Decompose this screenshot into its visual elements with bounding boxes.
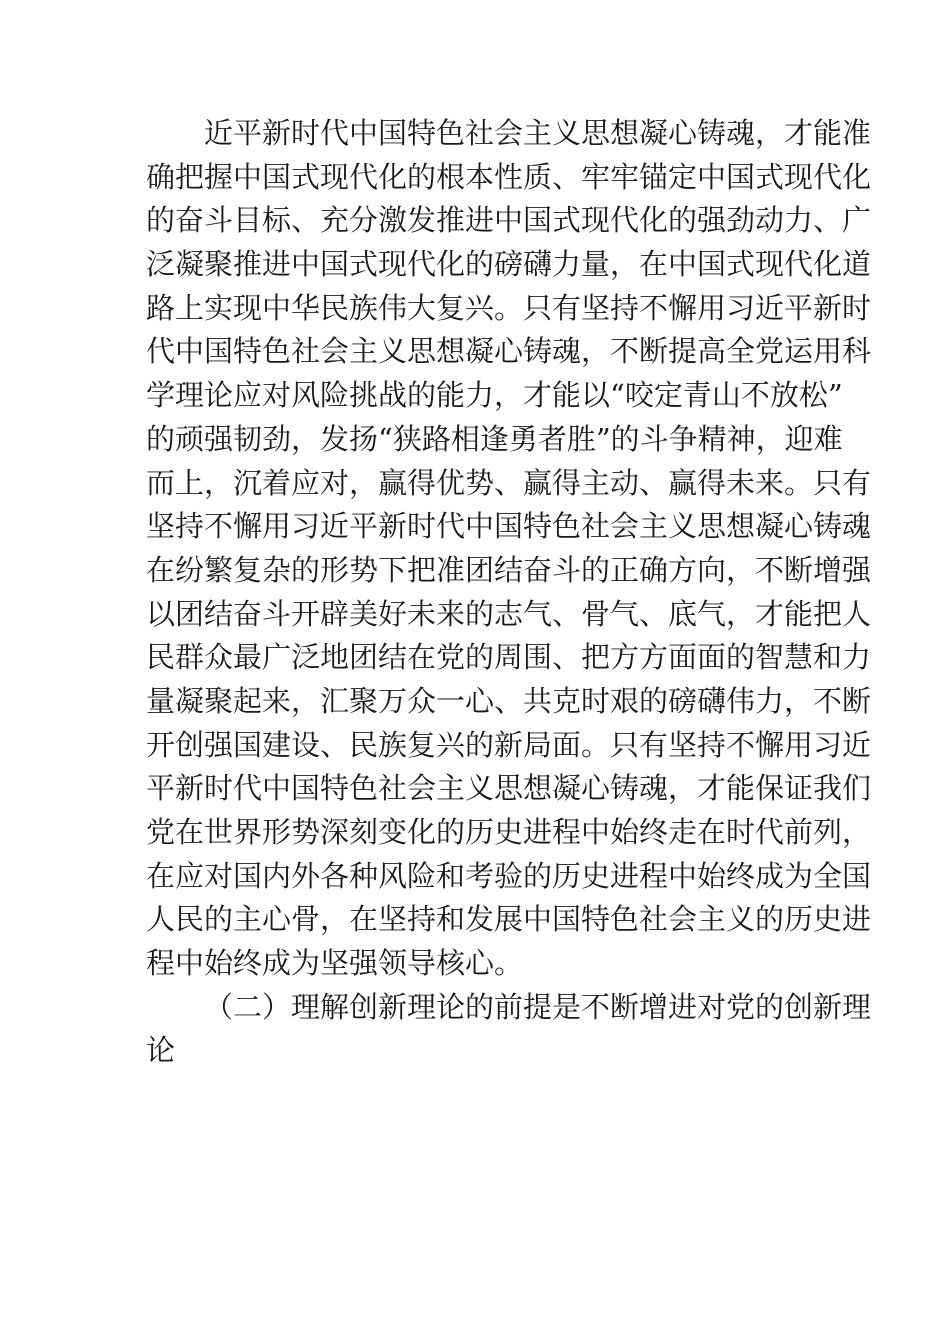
paragraph-line: 党在世界形势深刻变化的历史进程中始终走在时代前列，: [146, 815, 872, 849]
paragraph-line: 而上，沉着应对，赢得优势、赢得主动、赢得未来。只有: [146, 465, 872, 500]
paragraph-line: 民群众最广泛地团结在党的周围、把方方面面的智慧和力: [146, 640, 872, 675]
section-heading-line: 论: [146, 1033, 176, 1068]
paragraph-line: 程中始终成为坚强领导核心。: [146, 946, 524, 981]
paragraph-line: 以团结奋斗开辟美好未来的志气、骨气、底气，才能把人: [146, 596, 872, 631]
paragraph-line: 的顽强韧劲，发扬“狭路相逢勇者胜”的斗争精神，迎难: [146, 421, 843, 456]
paragraph-line: 泛凝聚推进中国式现代化的磅礴力量，在中国式现代化道: [146, 247, 872, 282]
paragraph-line: 近平新时代中国特色社会主义思想凝心铸魂，才能准: [204, 116, 872, 150]
paragraph-line: 路上实现中华民族伟大复兴。只有坚持不懈用习近平新时: [146, 290, 872, 325]
paragraph-line: 平新时代中国特色社会主义思想凝心铸魂，才能保证我们: [146, 771, 872, 806]
paragraph-line: 的奋斗目标、充分激发推进中国式现代化的强劲动力、广: [146, 203, 872, 238]
paragraph-line: 确把握中国式现代化的根本性质、牢牢锚定中国式现代化: [146, 159, 872, 194]
paragraph-line: 量凝聚起来，汇聚万众一心、共克时艰的磅礴伟力，不断: [146, 683, 872, 718]
paragraph-line: 代中国特色社会主义思想凝心铸魂，不断提高全党运用科: [146, 334, 872, 369]
body-text: [146, 112, 872, 1073]
paragraph-line: 开创强国建设、民族复兴的新局面。只有坚持不懈用习近: [146, 727, 872, 762]
paragraph-line: 在应对国内外各种风险和考验的历史进程中始终成为全国: [146, 858, 872, 893]
section-heading-line: （二）理解创新理论的前提是不断增进对党的创新理: [204, 989, 872, 1024]
paragraph-line: 坚持不懈用习近平新时代中国特色社会主义思想凝心铸魂: [146, 509, 872, 544]
paragraph-line: 人民的主心骨，在坚持和发展中国特色社会主义的历史进: [146, 902, 872, 937]
paragraph-line: 学理论应对风险挑战的能力，才能以“咬定青山不放松”: [146, 378, 843, 413]
paragraph-line: 在纷繁复杂的形势下把准团结奋斗的正确方向，不断增强: [146, 552, 872, 587]
